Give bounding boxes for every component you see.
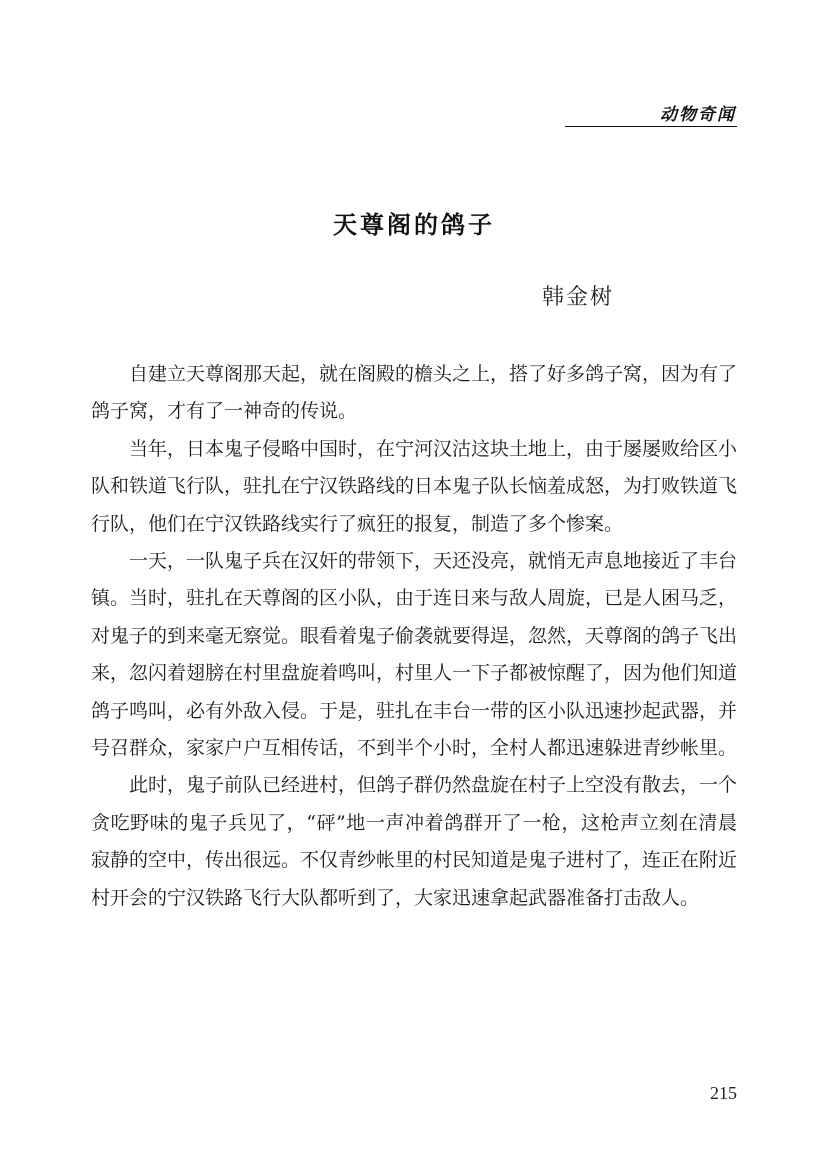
author-name: 韩金树 <box>542 285 615 310</box>
article-title: 天尊阁的鸽子 <box>333 211 495 239</box>
paragraph-3: 一天，一队鬼子兵在汉奸的带领下，天还没亮，就悄无声息地接近了丰台镇。当时，驻扎在天尊阁的区小队，由于连日来与敌人周旋，已是人困马乏，对鬼子的到来毫无察觉。眼看着鬼子偷袭就要得逞，忽然，天尊阁的鸽子飞出来，忽闪着翅膀在村里盘旋着鸣叫，村里人一下子都被惊醒了，因为他们知道鸽子鸣叫，必有外敌入侵。于是，驻扎在丰台一带的区小队迅速抄起武器，并号召群众，家家户户互相传话，不到半个小时，全村人都迅速躲进青纱帐里。 <box>91 550 738 760</box>
page-number: 215 <box>710 1083 737 1103</box>
header-rule <box>565 126 737 127</box>
paragraph-1: 自建立天尊阁那天起，就在阁殿的檐头之上，搭了好多鸽子窝，因为有了鸽子窝，才有了一神奇的传说。 <box>91 363 738 423</box>
article-body <box>91 356 737 917</box>
paragraph-2: 当年，日本鬼子侵略中国时，在宁河汉沽这块土地上，由于屡屡败给区小队和铁道飞行队，驻扎在宁汉铁路线的日本鬼子队长恼羞成怒，为打败铁道飞行队，他们在宁汉铁路线实行了疯狂的报复，制造了多个惨案。 <box>91 437 738 535</box>
paragraph-4: 此时，鬼子前队已经进村，但鸽子群仍然盘旋在村子上空没有散去，一个贪吃野味的鬼子兵见了，“砰”地一声冲着鸽群开了一枪，这枪声立刻在清晨寂静的空中，传出很远。不仅青纱帐里的村民知道是鬼子进村了，连正在附近村开会的宁汉铁路飞行大队都听到了，大家迅速拿起武器准备打击敌人。 <box>91 774 738 909</box>
running-head: 动物奇闻 <box>660 105 736 125</box>
